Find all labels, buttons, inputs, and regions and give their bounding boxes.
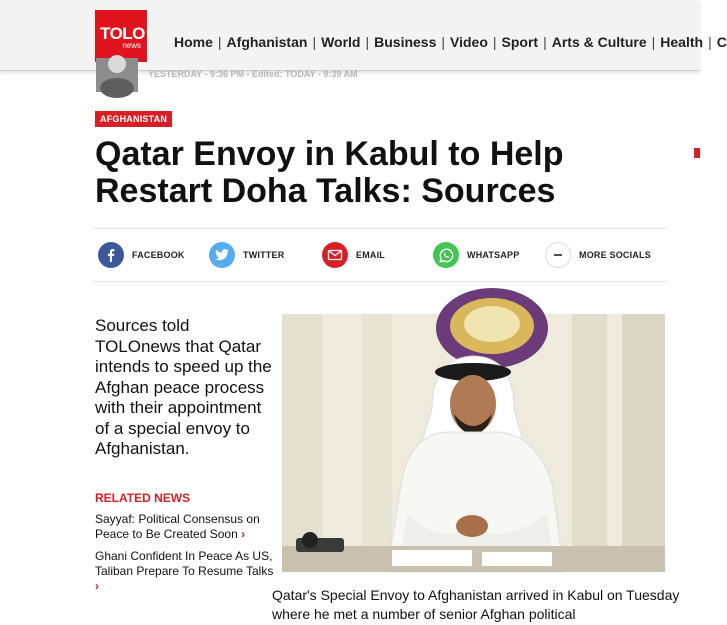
- author-avatar[interactable]: [96, 58, 138, 92]
- more-icon: [545, 242, 571, 268]
- chevron-right-icon: ›: [95, 579, 99, 593]
- category-badge[interactable]: AFGHANISTAN: [95, 111, 172, 127]
- nav-world[interactable]: World: [321, 34, 361, 50]
- related-news-item[interactable]: [95, 512, 275, 542]
- related-news-link[interactable]: Ghani Confident In Peace As US, Taliban Prepare To Resume Talks: [95, 549, 274, 578]
- chevron-right-icon: ›: [241, 527, 246, 541]
- nav-separator: |: [365, 34, 370, 50]
- share-facebook-label: FACEBOOK: [132, 250, 185, 260]
- nav-separator: |: [217, 34, 222, 50]
- nav-separator: |: [492, 34, 497, 50]
- more-socials-label: MORE SOCIALS: [579, 250, 651, 260]
- tolonews-logo[interactable]: [95, 10, 147, 62]
- nav-sport[interactable]: Sport: [501, 34, 539, 50]
- logo-subtext: news: [122, 41, 141, 50]
- nav-business[interactable]: Business: [374, 34, 437, 50]
- related-news-item[interactable]: [95, 549, 275, 594]
- article-timestamp: YESTERDAY - 9:36 PM - Edited: TODAY - 9:39 AM: [148, 69, 358, 79]
- facebook-icon: [98, 242, 124, 268]
- logo-text: TOLO: [100, 24, 145, 43]
- twitter-icon: [209, 242, 235, 268]
- article-headline: Qatar Envoy in Kabul to Help Restart Doha Talks: Sources: [95, 135, 564, 210]
- photo-caption: Qatar's Special Envoy to Afghanistan arrived in Kabul on Tuesday where he met a number of senior Afghan political: [272, 587, 680, 622]
- share-whatsapp-button[interactable]: [433, 241, 519, 269]
- whatsapp-icon: [433, 242, 459, 268]
- share-twitter-button[interactable]: [209, 241, 284, 269]
- share-email-label: EMAIL: [356, 250, 385, 260]
- nav-arts-culture[interactable]: Arts & Culture: [551, 34, 647, 50]
- nav-home[interactable]: Home: [174, 34, 213, 50]
- share-email-button[interactable]: [322, 241, 385, 269]
- related-news-heading: RELATED NEWS: [95, 491, 191, 505]
- nav-separator: |: [708, 34, 712, 50]
- nav-separator: |: [543, 34, 547, 50]
- article-lede: Sources told TOLOnews that Qatar intends to speed up the Afghan peace process with their appointment of a special envoy to Afghanistan.: [95, 316, 272, 458]
- nav-separator: |: [441, 34, 446, 50]
- nav-health[interactable]: Health: [660, 34, 704, 50]
- more-socials-button[interactable]: [545, 241, 651, 269]
- nav-video[interactable]: Video: [450, 34, 488, 50]
- sidebar-edge-marker: [694, 148, 700, 158]
- share-bar: [93, 228, 668, 282]
- share-twitter-label: TWITTER: [243, 250, 285, 260]
- nav-afghanistan[interactable]: Afghanistan: [226, 34, 308, 50]
- nav-separator: |: [312, 34, 317, 50]
- article-photo[interactable]: [282, 314, 665, 572]
- share-facebook-button[interactable]: [98, 241, 185, 269]
- email-icon: [322, 242, 348, 268]
- related-news-link[interactable]: Sayyaf: Political Consensus on Peace to Be Created Soon: [95, 512, 260, 541]
- share-whatsapp-label: WHATSAPP: [467, 250, 520, 260]
- nav-separator: |: [651, 34, 656, 50]
- nav-more[interactable]: C: [716, 34, 727, 50]
- main-nav: [174, 34, 727, 50]
